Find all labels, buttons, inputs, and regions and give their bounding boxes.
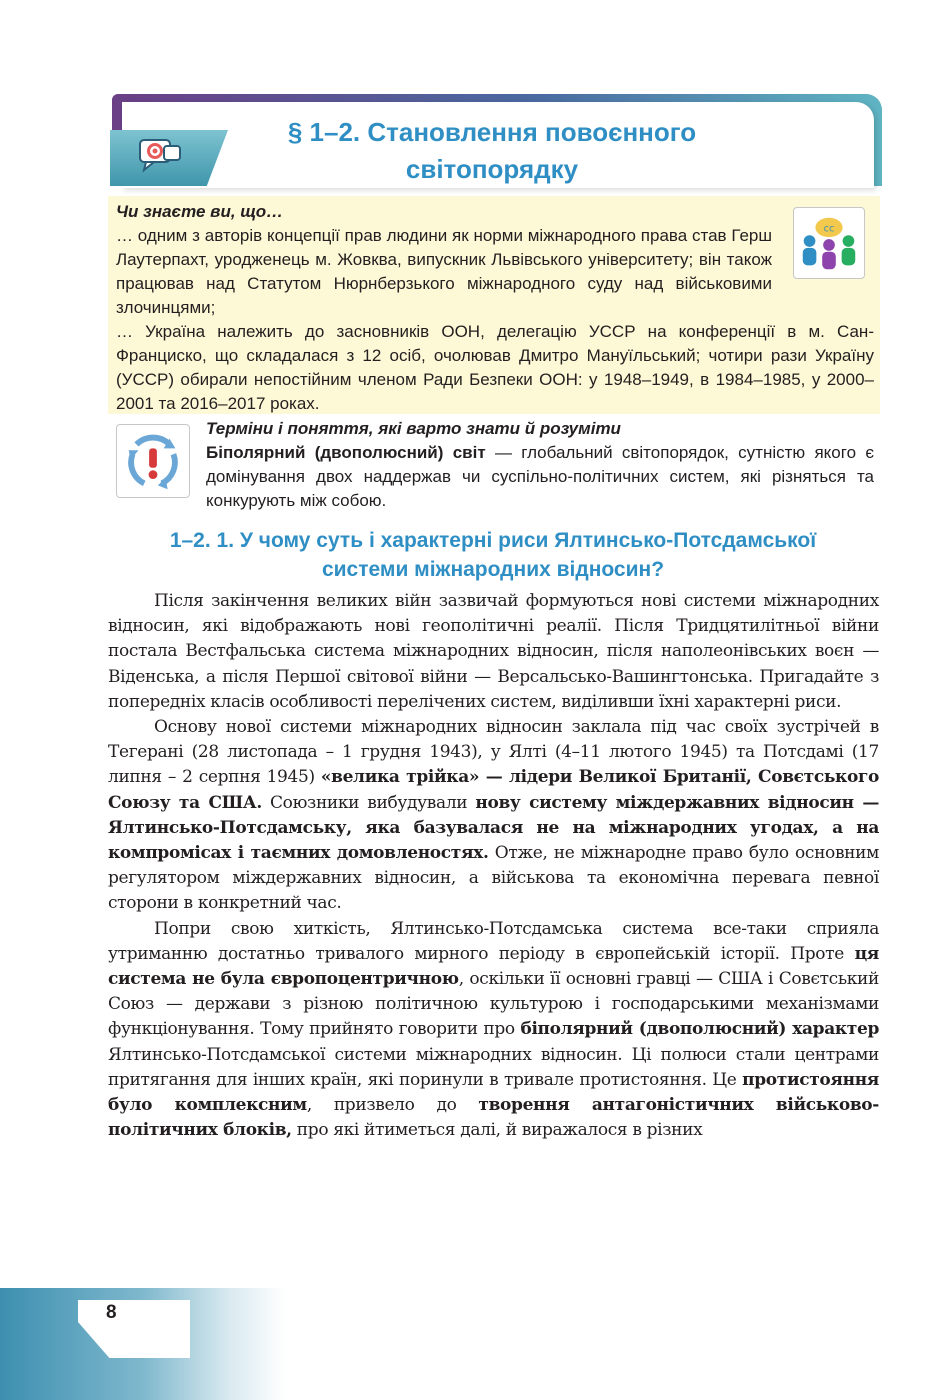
body-paragraph-1: Після закінчення великих війн зазвичай формуються нові системи міжнародних відносин, які відображають нові геополітичні реалії. Після Тридцятилітньої війни постала Вестфальська система міжнародних відносин, після наполеонівських воєн — Віденська, а після Першої світової війни — Версальсько-Вашингтонська. Пригадайте з попередніх класів особливості перелічених систем, виділивши їхні характерні риси. [108,591,879,712]
people-discussion-icon [793,207,865,279]
body-text [108,589,879,1143]
body-p3-g: , призвело до [306,1095,479,1116]
body-paragraph-3 [108,917,879,1144]
body-p3-d: біполярний (двополюсний) характер [520,1019,879,1040]
chapter-title [222,114,762,188]
section-heading-line1: 1–2. 1. У чому суть і характерні риси Ялтинсько-Потсдамської [169,529,817,552]
body-p3-b: ця система не була європоцентричною [108,943,879,990]
did-you-know-paragraph-1: … одним з авторів концепції прав людини як норми міжнародного права став Герш Лаутерпахт, уродженець м. Жовква, випускник Львівського університету; він також працював над Статутом Нюрнберзького міжнародного суду над військовими злочинцями; [116,226,772,317]
did-you-know-paragraph-2: … Україна належить до засновників ООН, делегацію УССР на конференції в м. Сан-Франциско, що складалася з 12 осіб, очолював Дмитро Мануїльський; чотири рази Україну (УССР) обирали непостійним членом Ради Безпеки ООН: у 1948–1949, в 1984–1985, у 2000–2001 та 2016–2017 роках. [116,322,874,413]
body-p2-b: «велика трійка» — лідери Великої Британії, Совєтського Союзу та США. [108,767,879,813]
body-paragraph-2 [108,715,879,917]
section-heading-line2: системи міжнародних відносин? [321,558,665,581]
body-p3-f: протистояння було комплексним [108,1069,879,1116]
body-p3-h: творення антагоністичних військово-політичних блоків, [108,1095,879,1141]
page-number: 8 [106,1302,117,1323]
body-p3-e: Ялтинсько-Потсдамської системи міжнародних відносин. Ці полюси стали центрами притягання для інших країн, які поринули в тривале протистояння. Це [108,1044,879,1090]
section-heading [112,526,874,584]
terms-term: Біполярний (двополюсний) світ [206,443,486,462]
svg-text:cc: cc [823,223,835,235]
body-p3-c: , оскільки її основні гравці — США і Совєтський Союз — держави з різною політичною культурою і господарськими механізмами функціонування. Тому прийнято говорити про [108,969,879,1040]
chapter-title-line2: світопорядку [405,154,579,184]
terms-definition [206,441,874,513]
body-p3-i: про які йтиметься далі, й виражалося в різних [291,1120,703,1141]
body-p2-c: Союзники вибудували [261,792,476,813]
body-p2-e: Отже, не міжнародне право було основним регулятором міждержавних відносин, а військова та економічна перевага певної сторони в конкретний час. [108,843,879,914]
body-p2-a: Основу нової системи міжнародних відносин заклала під час своїх зустрічей в Тегерані (28 листопада – 1 грудня 1943), у Ялті (4–11 лютого 1945) та Потсдамі (17 липня – 2 серпня 1945) [108,717,879,788]
terms-title: Терміни і поняття, які варто знати й розуміти [206,419,621,438]
body-p2-d: нову систему міждержавних відносин — Ялтинсько-Потсдамську, яка базувалася не на міжнародних угодах, а на компромісах і таємних домовленостях. [108,792,879,864]
did-you-know-title: Чи знаєте ви, що… [116,202,284,221]
exclamation-cycle-icon [116,424,190,498]
body-p3-a: Попри свою хиткість, Ялтинсько-Потсдамська система все-таки сприяла утриманню достатньо тривалого мирного періоду в європейській історії. Проте [108,918,879,964]
chapter-title-line1: § 1–2. Становлення повоєнного [287,117,697,147]
target-chat-icon [134,136,186,176]
terms-definition-text: — глобальний світопорядок, сутністю якого є домінування двох наддержав чи суспільно-політичних систем, які різняться та конкурують між собою. [206,443,874,510]
